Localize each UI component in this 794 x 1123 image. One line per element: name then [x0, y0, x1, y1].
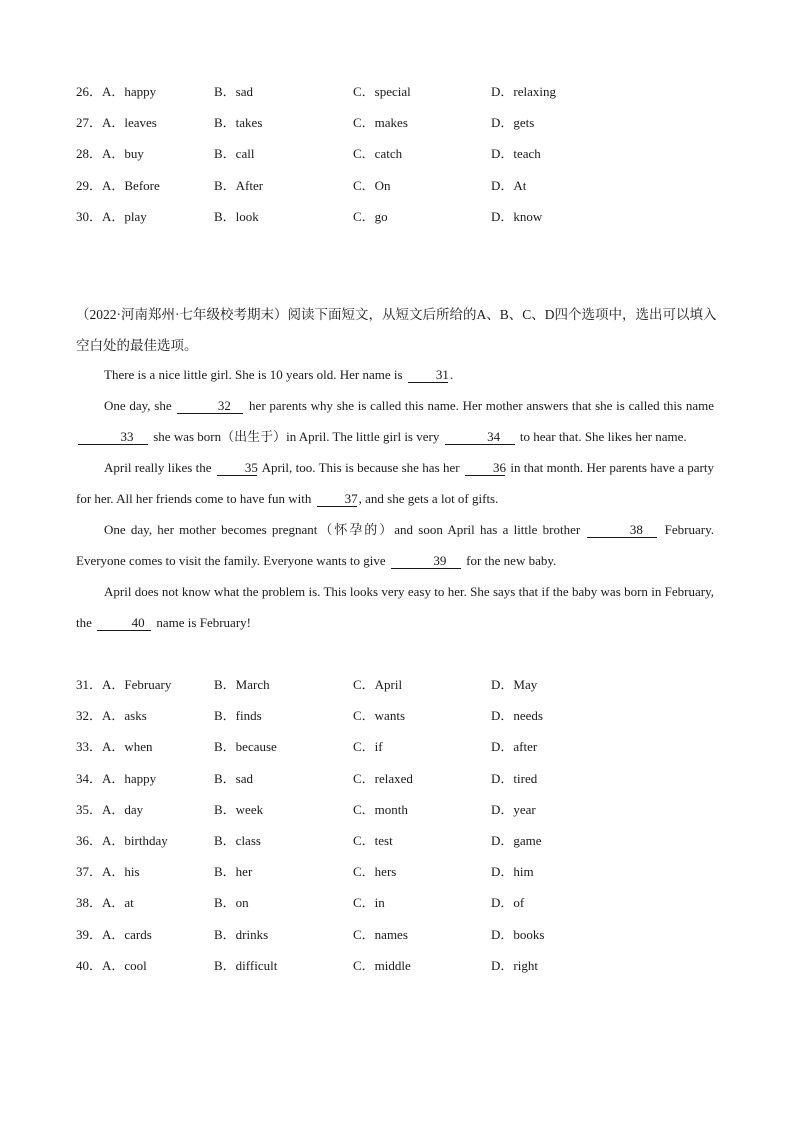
paragraph-4 [76, 514, 714, 576]
option-a: 29．A．Before [76, 177, 160, 193]
option-a: 40．A．cool [76, 957, 147, 973]
option-b: B．March [214, 677, 270, 692]
passage-text: One day, she [104, 398, 176, 413]
blank-37: 37 [317, 491, 357, 507]
option-c: C．April [353, 677, 403, 692]
paragraph-1 [76, 359, 714, 390]
option-a: 30．A．play [76, 208, 147, 224]
option-a: 33．A．when [76, 739, 153, 755]
option-c: C．catch [353, 146, 403, 162]
option-c: C．hers [353, 864, 397, 880]
option-a: 32．A．asks [76, 708, 147, 724]
option-b: B．week [214, 801, 264, 817]
question-row [76, 832, 736, 863]
blank-33: 33 [78, 429, 148, 445]
option-a: 34．A．happy [76, 770, 157, 786]
option-b: B．finds [214, 708, 262, 724]
option-d: D．books [491, 926, 545, 942]
blank-39: 39 [391, 553, 461, 569]
option-c: C．test [353, 832, 393, 848]
option-b: B．drinks [214, 926, 269, 942]
option-d: D．needs [491, 708, 543, 724]
passage-text: her parents why she is called this name. Her mother answers that she is called this name [245, 398, 714, 413]
option-c: C．special [353, 84, 411, 99]
blank-31: 31 [408, 367, 448, 383]
question-row [76, 738, 736, 769]
question-row [76, 926, 736, 957]
option-a: 28．A．buy [76, 146, 144, 162]
option-d: D．teach [491, 146, 541, 162]
passage-text: There is a nice little girl. She is 10 years old. Her name is [104, 367, 406, 382]
options-26-30 [76, 83, 736, 239]
option-c: C．go [353, 208, 388, 224]
paragraph-5 [76, 576, 714, 638]
paragraph-3 [76, 452, 714, 514]
option-d: D．At [491, 177, 527, 193]
question-row [76, 114, 736, 145]
passage-text: for the new baby. [462, 553, 557, 568]
option-d: D．right [491, 957, 538, 973]
option-c: C．if [353, 739, 383, 755]
blank-38: 38 [587, 522, 657, 538]
blank-36: 36 [465, 460, 505, 476]
option-d: D．of [491, 895, 525, 911]
option-b: B．sad [214, 770, 254, 786]
passage-text: , and she gets a lot of gifts. [358, 491, 499, 506]
passage-text: April does not know what the problem is. This looks very easy to her. She says that if the baby was born in February, the [76, 584, 714, 630]
option-a: 37．A．his [76, 864, 140, 880]
option-c: C．wants [353, 708, 406, 724]
option-b: B．her [214, 864, 253, 880]
option-c: C．middle [353, 957, 411, 973]
passage-text: in that month. Her parents have a party for her. All her friends come to have fun with [76, 460, 714, 506]
passage-text: February. Everyone comes to visit the family. Everyone wants to give [76, 522, 714, 568]
option-c: C．makes [353, 115, 408, 131]
option-b: B．on [214, 895, 249, 911]
option-d: D．gets [491, 115, 535, 131]
option-c: C．relaxed [353, 770, 413, 786]
option-d: D．year [491, 801, 536, 817]
option-a: 39．A．cards [76, 926, 152, 942]
option-a: 35．A．day [76, 801, 144, 817]
option-a: 38．A．at [76, 895, 134, 911]
passage-text: . [449, 367, 454, 382]
blank-35: 35 [217, 460, 257, 476]
option-c: C．On [353, 177, 391, 193]
option-b: B．call [214, 146, 255, 162]
passage-text: she was born（出生于）in April. The little girl is very [150, 429, 443, 444]
option-b: B．sad [214, 84, 254, 99]
blank-32: 32 [177, 398, 243, 414]
option-a: 31．A．February [76, 677, 172, 692]
passage-text: April really likes the [104, 460, 215, 475]
question-row [76, 957, 736, 988]
question-row [76, 145, 736, 176]
option-b: B．difficult [214, 957, 278, 973]
option-c: C．names [353, 926, 408, 942]
passage-text: name is February! [153, 615, 251, 630]
blank-40: 40 [97, 615, 151, 631]
blank-34: 34 [445, 429, 515, 445]
option-b: B．because [214, 739, 277, 755]
question-row [76, 894, 736, 925]
section-instruction: （2022·河南郑州·七年级校考期末）阅读下面短文，从短文后所给的A、B、C、D四个选项中，选出可以填入空白处的最佳选项。 [76, 307, 717, 353]
option-a: 36．A．birthday [76, 832, 168, 848]
option-d: D．May [491, 677, 538, 692]
passage-text: One day, her mother becomes pregnant（怀孕的）and soon April has a little brother [104, 522, 586, 537]
option-d: D．after [491, 739, 538, 755]
question-row [76, 177, 736, 208]
option-d: D．know [491, 208, 543, 224]
passage-text: April, too. This is because she has her [258, 460, 463, 475]
options-31-40 [76, 676, 736, 988]
option-b: B．class [214, 832, 261, 848]
question-row [76, 676, 736, 707]
question-row [76, 208, 736, 239]
option-b: B．look [214, 208, 259, 224]
option-c: C．month [353, 801, 408, 817]
option-d: D．relaxing [491, 84, 556, 99]
question-row [76, 770, 736, 801]
option-c: C．in [353, 895, 385, 911]
option-a: 26．A．happy [76, 84, 157, 99]
option-a: 27．A．leaves [76, 115, 157, 131]
option-d: D．him [491, 864, 534, 880]
option-b: B．takes [214, 115, 263, 131]
question-row [76, 83, 736, 114]
question-row [76, 863, 736, 894]
passage-text: to hear that. She likes her name. [516, 429, 687, 444]
option-d: D．tired [491, 770, 538, 786]
question-row [76, 707, 736, 738]
reading-passage [76, 359, 714, 638]
paragraph-2 [76, 390, 714, 452]
question-row [76, 801, 736, 832]
option-d: D．game [491, 832, 542, 848]
option-b: B．After [214, 177, 264, 193]
